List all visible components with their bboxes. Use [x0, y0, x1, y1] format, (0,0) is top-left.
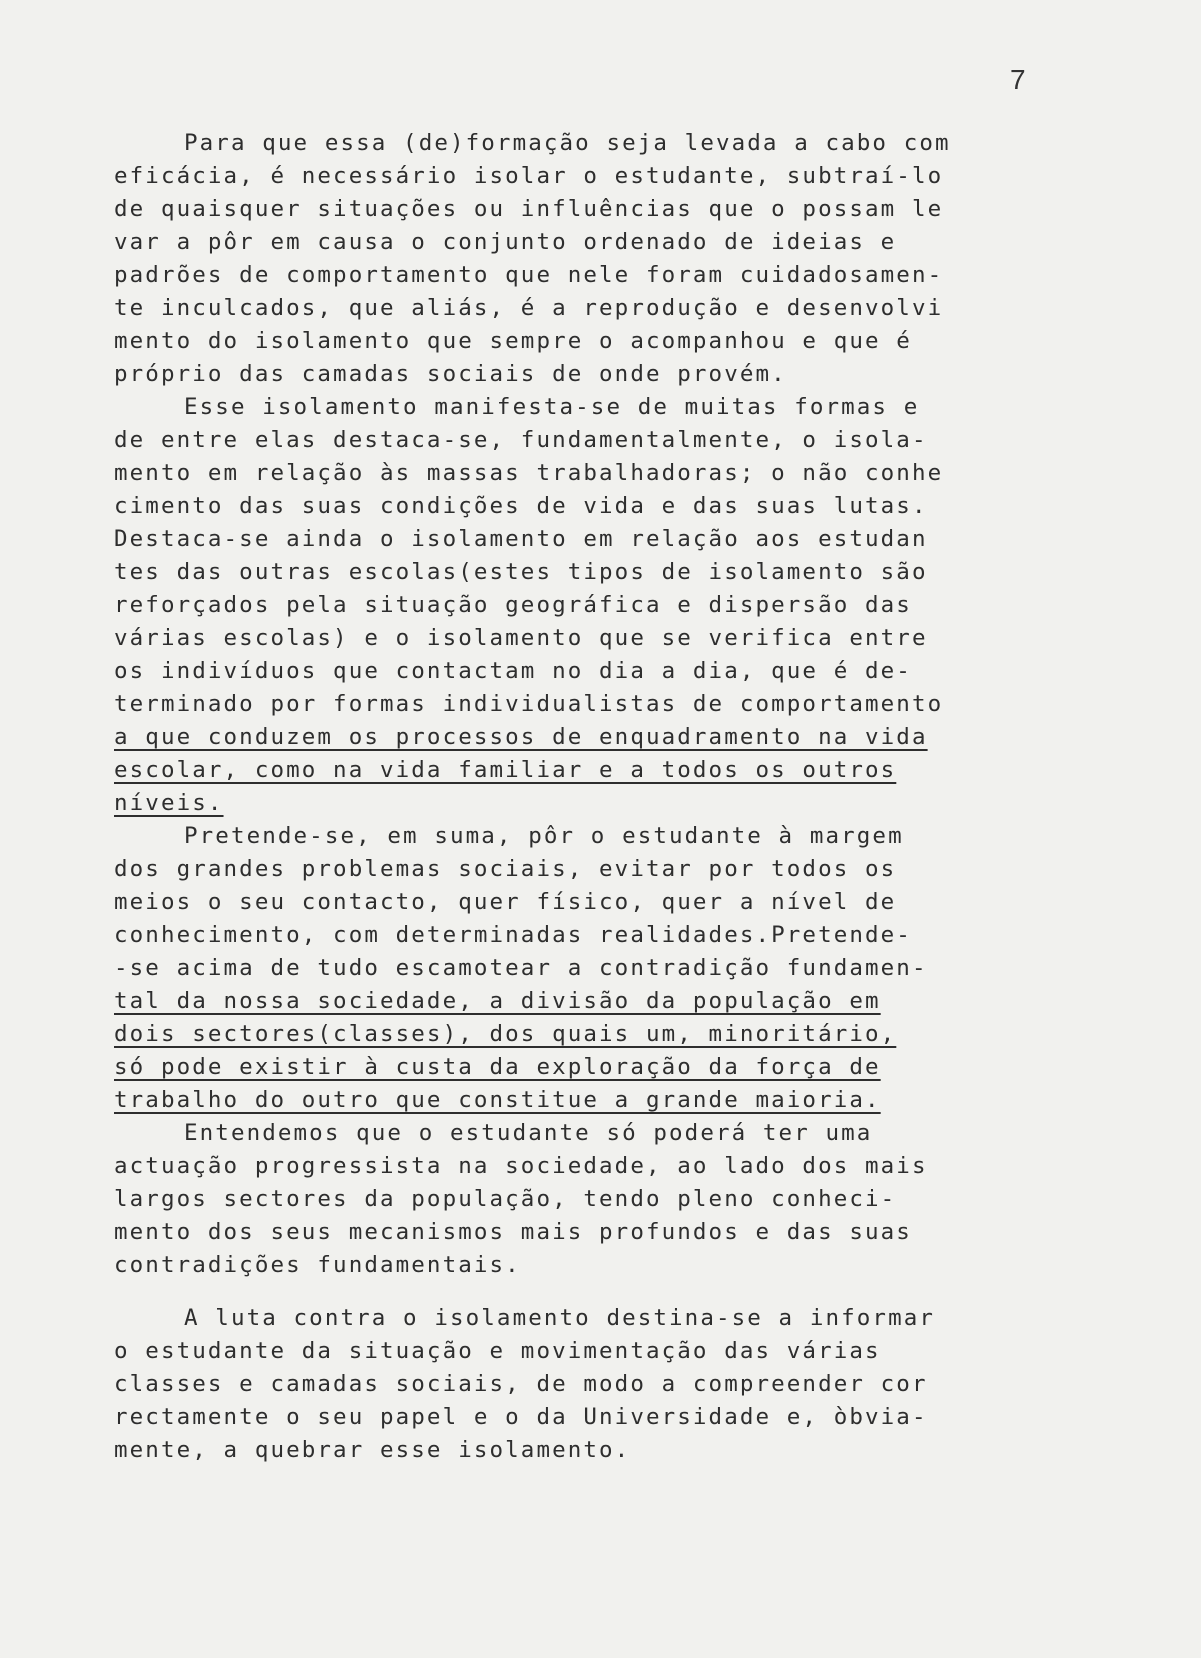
page-number: 7 — [1010, 64, 1026, 95]
text-line: Para que essa (de)formação seja levada a cabo com — [184, 130, 951, 156]
text-line: largos sectores da população, tendo pleno conheci- — [114, 1186, 897, 1212]
underlined-line: a que conduzem os processos de enquadramento na vida — [114, 724, 928, 750]
text-line: classes e camadas sociais, de modo a compreender cor — [114, 1371, 928, 1397]
text-line: Destaca-se ainda o isolamento em relação aos estudan — [114, 526, 928, 552]
underlined-line: trabalho do outro que constitue a grande maioria. — [114, 1087, 881, 1113]
underlined-line: dois sectores(classes), dos quais um, minoritário, — [114, 1021, 897, 1047]
text-line: o estudante da situação e movimentação das várias — [114, 1338, 881, 1364]
text-line: te inculcados, que aliás, é a reprodução e desenvolvi — [114, 295, 944, 321]
text-line: mento dos seus mecanismos mais profundos e das suas — [114, 1219, 912, 1245]
text-line: padrões de comportamento que nele foram cuidadosamen- — [114, 262, 944, 288]
text-line: A luta contra o isolamento destina-se a informar — [184, 1305, 936, 1331]
underlined-line: níveis. — [114, 790, 224, 816]
text-line: actuação progressista na sociedade, ao lado dos mais — [114, 1153, 928, 1179]
text-line: várias escolas) e o isolamento que se verifica entre — [114, 625, 928, 651]
text-line: de entre elas destaca-se, fundamentalmente, o isola- — [114, 427, 928, 453]
text-line: terminado por formas individualistas de comportamento — [114, 691, 944, 717]
text-line: Entendemos que o estudante só poderá ter uma — [184, 1120, 873, 1146]
text-line: dos grandes problemas sociais, evitar por todos os — [114, 856, 897, 882]
text-line: mento do isolamento que sempre o acompanhou e que é — [114, 328, 912, 354]
text-line: Esse isolamento manifesta-se de muitas formas e — [184, 394, 920, 420]
text-line: de quaisquer situações ou influências que o possam le — [114, 196, 944, 222]
text-line: próprio das camadas sociais de onde provém. — [114, 361, 787, 387]
text-line: meios o seu contacto, quer físico, quer a nível de — [114, 889, 897, 915]
text-line: mento em relação às massas trabalhadoras; o não conhe — [114, 460, 944, 486]
text-line: -se acima de tudo escamotear a contradição fundamen- — [114, 955, 928, 981]
text-line: eficácia, é necessário isolar o estudante, subtraí-lo — [114, 163, 944, 189]
text-line: cimento das suas condições de vida e das suas lutas. — [114, 493, 928, 519]
text-line: conhecimento, com determinadas realidades.Pretende- — [114, 922, 912, 948]
underlined-line: escolar, como na vida familiar e a todos os outros — [114, 757, 897, 783]
text-line: rectamente o seu papel e o da Universidade e, òbvia- — [114, 1404, 928, 1430]
text-line: Pretende-se, em suma, pôr o estudante à margem — [184, 823, 904, 849]
underlined-line: tal da nossa sociedade, a divisão da população em — [114, 988, 881, 1014]
text-line: os indivíduos que contactam no dia a dia, que é de- — [114, 658, 912, 684]
text-line: mente, a quebrar esse isolamento. — [114, 1437, 631, 1463]
text-line: var a pôr em causa o conjunto ordenado de ideias e — [114, 229, 897, 255]
text-line: reforçados pela situação geográfica e dispersão das — [114, 592, 912, 618]
text-line: contradições fundamentais. — [114, 1252, 521, 1278]
text-line: tes das outras escolas(estes tipos de isolamento são — [114, 559, 928, 585]
underlined-line: só pode existir à custa da exploração da força de — [114, 1054, 881, 1080]
